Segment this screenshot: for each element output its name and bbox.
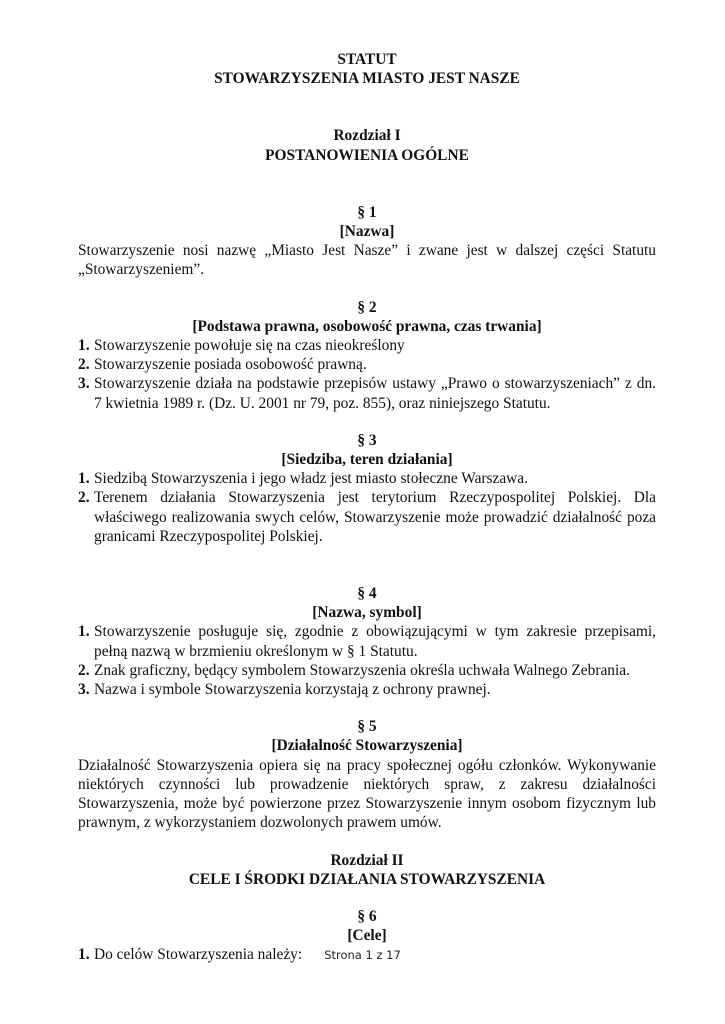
list-item bbox=[78, 336, 656, 355]
page-footer bbox=[0, 948, 725, 962]
association-name: STOWARZYSZENIA MIASTO JEST NASZE bbox=[214, 70, 520, 88]
section-5-title: [Działalność Stowarzyszenia] bbox=[271, 737, 463, 755]
page-number: Strona 1 z 17 bbox=[324, 948, 401, 962]
document-content bbox=[78, 50, 656, 965]
section-1-number: § 1 bbox=[357, 203, 377, 221]
section-1-text: Stowarzyszenie nosi nazwę „Miasto Jest Nasze” i zwane jest w dalszej części Statutu „Stowarzyszeniem”. bbox=[78, 242, 656, 279]
section-1 bbox=[78, 203, 656, 280]
section-4-title: [Nazwa, symbol] bbox=[312, 604, 422, 622]
statute-header bbox=[78, 50, 656, 88]
section-4-list bbox=[78, 622, 656, 699]
item-text: Znak graficzny, będący symbolem Stowarzyszenia określa uchwała Walnego Zebrania. bbox=[94, 661, 630, 679]
section-3-list bbox=[78, 469, 656, 546]
list-item bbox=[78, 469, 656, 488]
item-text: Stowarzyszenie posiada osobowość prawną. bbox=[94, 356, 367, 374]
list-item bbox=[78, 661, 656, 680]
list-item bbox=[78, 622, 656, 660]
item-number: 1. bbox=[78, 337, 90, 355]
section-2-number: § 2 bbox=[357, 298, 377, 316]
section-6-title: [Cele] bbox=[347, 927, 387, 945]
item-number: 1. bbox=[78, 470, 90, 488]
section-5 bbox=[78, 717, 656, 832]
item-text: Do celów Stowarzyszenia należy: bbox=[94, 946, 303, 964]
section-2-title: [Podstawa prawna, osobowość prawna, czas trwania] bbox=[192, 317, 542, 335]
section-2 bbox=[78, 298, 656, 413]
item-number: 2. bbox=[78, 356, 90, 374]
item-text: Siedzibą Stowarzyszenia i jego władz jest miasto stołeczne Warszawa. bbox=[94, 470, 528, 488]
item-text: Terenem działania Stowarzyszenia jest terytorium Rzeczypospolitej Polskiej. Dla właściwego realizowania swych celów, Stowarzyszenie może prowadzić działalność poza granicami Rzeczypospolitej Polskiej. bbox=[94, 489, 656, 545]
section-3-number: § 3 bbox=[357, 431, 377, 449]
item-text: Nazwa i symbole Stowarzyszenia korzystają z ochrony prawnej. bbox=[94, 681, 491, 699]
section-5-number: § 5 bbox=[357, 718, 377, 736]
section-4 bbox=[78, 584, 656, 699]
list-item bbox=[78, 488, 656, 546]
item-number: 2. bbox=[78, 661, 90, 679]
section-3 bbox=[78, 431, 656, 546]
list-item bbox=[78, 374, 656, 412]
list-item bbox=[78, 680, 656, 699]
section-1-title: [Nazwa] bbox=[339, 223, 395, 241]
chapter-1-heading bbox=[78, 126, 656, 164]
list-item bbox=[78, 355, 656, 374]
item-number: 1. bbox=[78, 623, 90, 641]
chapter-2-heading bbox=[78, 851, 656, 889]
item-number: 3. bbox=[78, 375, 90, 393]
item-text: Stowarzyszenie powołuje się na czas nieokreślony bbox=[94, 337, 405, 355]
item-number: 3. bbox=[78, 681, 90, 699]
section-6-number: § 6 bbox=[357, 907, 377, 925]
chapter-2-label: Rozdział II bbox=[330, 851, 404, 869]
section-4-number: § 4 bbox=[357, 585, 377, 603]
chapter-2-title: CELE I ŚRODKI DZIAŁANIA STOWARZYSZENIA bbox=[188, 870, 546, 888]
section-2-list bbox=[78, 336, 656, 413]
section-5-text: Działalność Stowarzyszenia opiera się na pracy społecznej ogółu członków. Wykonywanie niektórych czynności lub prowadzenie niektórych spraw, z zakresu działalności Stowarzyszenia, może być powierzone przez Stowarzyszenie innym osobom fizycznym lub prawnym, z wykorzystaniem dozwolonych prawem umów. bbox=[78, 756, 656, 832]
chapter-1-title: POSTANOWIENIA OGÓLNE bbox=[265, 146, 469, 164]
chapter-1-label: Rozdział I bbox=[333, 127, 401, 145]
item-text: Stowarzyszenie posługuje się, zgodnie z obowiązującymi w tym zakresie przepisami, pełną nazwą w brzmieniu określonym w § 1 Statutu. bbox=[94, 623, 656, 660]
item-text: Stowarzyszenie działa na podstawie przepisów ustawy „Prawo o stowarzyszeniach” z dn. 7 kwietnia 1989 r. (Dz. U. 2001 nr 79, poz. 855), oraz niniejszego Statutu. bbox=[94, 375, 656, 412]
section-3-title: [Siedziba, teren działania] bbox=[281, 451, 453, 469]
statute-title: STATUT bbox=[337, 51, 397, 68]
item-number: 1. bbox=[78, 946, 90, 964]
item-number: 2. bbox=[78, 489, 90, 507]
